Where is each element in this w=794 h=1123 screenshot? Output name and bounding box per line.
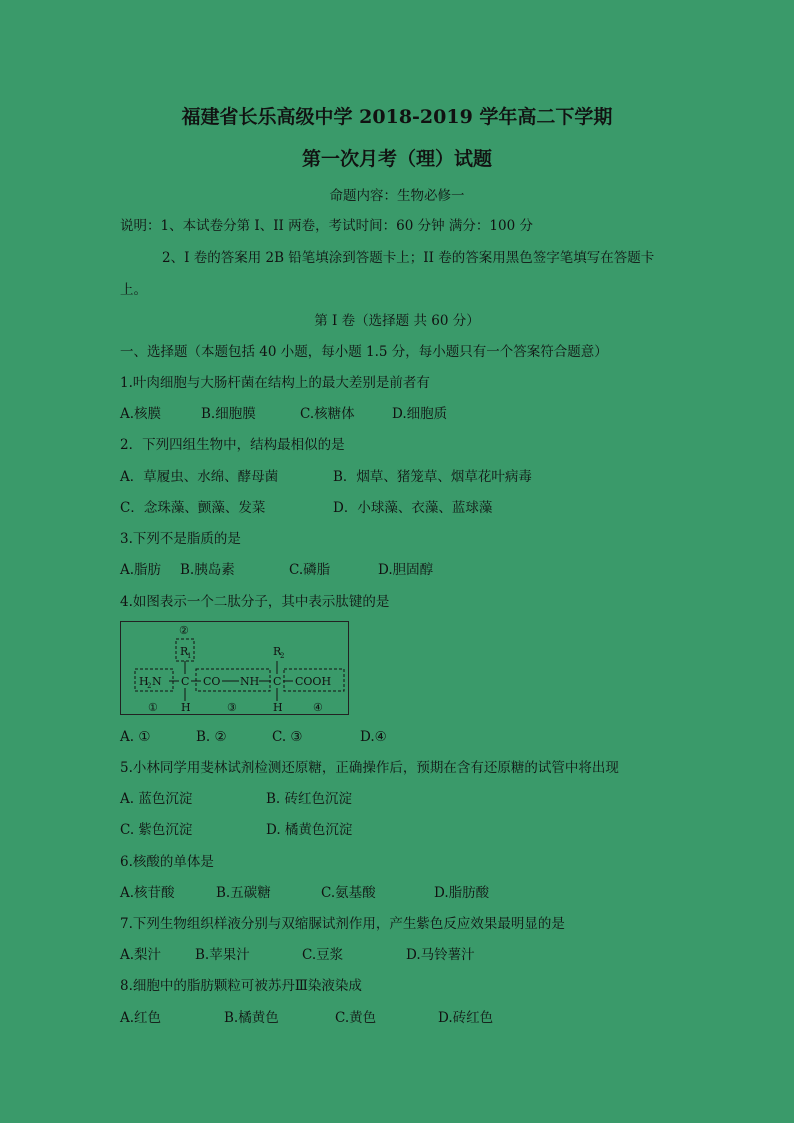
question-8-option-c: C.黄色 [335,1010,377,1026]
question-8-option-a: A.红色 [120,1010,162,1026]
label-co: CO [203,675,221,688]
question-6-option-b: B.五碳糖 [216,885,271,901]
section-instruction: 一、选择题（本题包括 40 小题，每小题 1.5 分，每小题只有一个答案符合题意） [120,344,608,360]
question-6-option-d: D.脂肪酸 [434,885,490,901]
label-circle-1: ① [148,701,158,714]
label-cooh: COOH [295,675,332,688]
note-line-3: 上。 [120,282,147,298]
question-5-stem: 5.小林同学用斐林试剂检测还原糖，正确操作后，预期在含有还原糖的试管中将出现 [120,760,619,776]
note-line-1: 说明：1、本试卷分第 I、II 两卷，考试时间：60 分钟 满分：100 分 [120,218,533,234]
question-4-option-d: D.④ [360,729,387,745]
question-1-option-c: C.核糖体 [300,406,355,422]
question-5-option-b: B. 砖红色沉淀 [266,791,353,807]
question-3-stem: 3.下列不是脂质的是 [120,531,241,547]
question-3-option-d: D.胆固醇 [378,562,434,578]
question-8-stem: 8.细胞中的脂肪颗粒可被苏丹Ⅲ染液染成 [120,978,362,994]
label-c2: C [273,675,282,688]
label-h2: H [273,701,283,714]
label-circle-2: ② [179,624,189,637]
question-7-option-c: C.豆浆 [302,947,344,963]
question-7-stem: 7.下列生物组织样液分别与双缩脲试剂作用，产生紫色反应效果最明显的是 [120,916,565,932]
question-6-option-a: A.核苷酸 [120,885,175,901]
question-2-option-a: A．草履虫、水绵、酵母菌 [120,469,279,485]
question-3-option-c: C.磷脂 [289,562,331,578]
dipeptide-figure [120,621,349,715]
question-4-option-c: C. ③ [272,729,303,745]
question-1-option-a: A.核膜 [120,406,162,422]
question-4-option-a: A. ① [120,729,151,745]
label-r2-sub: 2 [280,652,285,660]
question-7-option-d: D.马铃薯汁 [406,947,475,963]
section-title: 第 I 卷（选择题 共 60 分） [314,313,480,329]
label-r2: R [273,645,282,658]
label-h2n-sub: 2 [147,682,152,690]
question-1-option-d: D.细胞质 [392,406,448,422]
page-title-line2: 第一次月考（理）试题 [301,148,492,170]
label-r1-sub: 1 [187,652,192,660]
label-circle-3: ③ [227,701,237,714]
question-2-stem: 2．下列四组生物中，结构最相似的是 [120,437,345,453]
subject-line: 命题内容：生物必修一 [329,188,465,204]
label-circle-4: ④ [313,701,323,714]
label-h2n-h: H [139,675,149,688]
question-1-stem: 1.叶肉细胞与大肠杆菌在结构上的最大差别是前者有 [120,375,430,391]
question-3-option-b: B.胰岛素 [180,562,235,578]
question-7-option-a: A.梨汁 [120,947,162,963]
label-c1: C [181,675,190,688]
question-6-option-c: C.氨基酸 [321,885,376,901]
label-h1: H [181,701,191,714]
question-3-option-a: A.脂肪 [120,562,162,578]
label-h2n-n: N [152,675,162,688]
question-4-option-b: B. ② [196,729,227,745]
page-title-line1: 福建省长乐高级中学 2018-2019 学年高二下学期 [181,106,613,128]
question-2-option-d: D．小球藻、衣藻、蓝球藻 [333,500,493,516]
label-nh: NH [240,675,260,688]
question-5-option-c: C. 紫色沉淀 [120,822,193,838]
question-8-option-b: B.橘黄色 [224,1010,279,1026]
question-6-stem: 6.核酸的单体是 [120,854,214,870]
question-5-option-d: D. 橘黄色沉淀 [266,822,353,838]
label-r1: R [180,645,189,658]
dipeptide-diagram [121,622,348,714]
question-4-stem: 4.如图表示一个二肽分子，其中表示肽键的是 [120,594,390,610]
question-1-option-b: B.细胞膜 [201,406,256,422]
note-line-2: 2、I 卷的答案用 2B 铅笔填涂到答题卡上；II 卷的答案用黑色签字笔填写在答题卡 [162,250,655,266]
question-5-option-a: A. 蓝色沉淀 [120,791,193,807]
question-2-option-c: C．念珠藻、颤藻、发菜 [120,500,266,516]
question-8-option-d: D.砖红色 [438,1010,494,1026]
question-7-option-b: B.苹果汁 [195,947,250,963]
question-2-option-b: B．烟草、猪笼草、烟草花叶病毒 [333,469,532,485]
